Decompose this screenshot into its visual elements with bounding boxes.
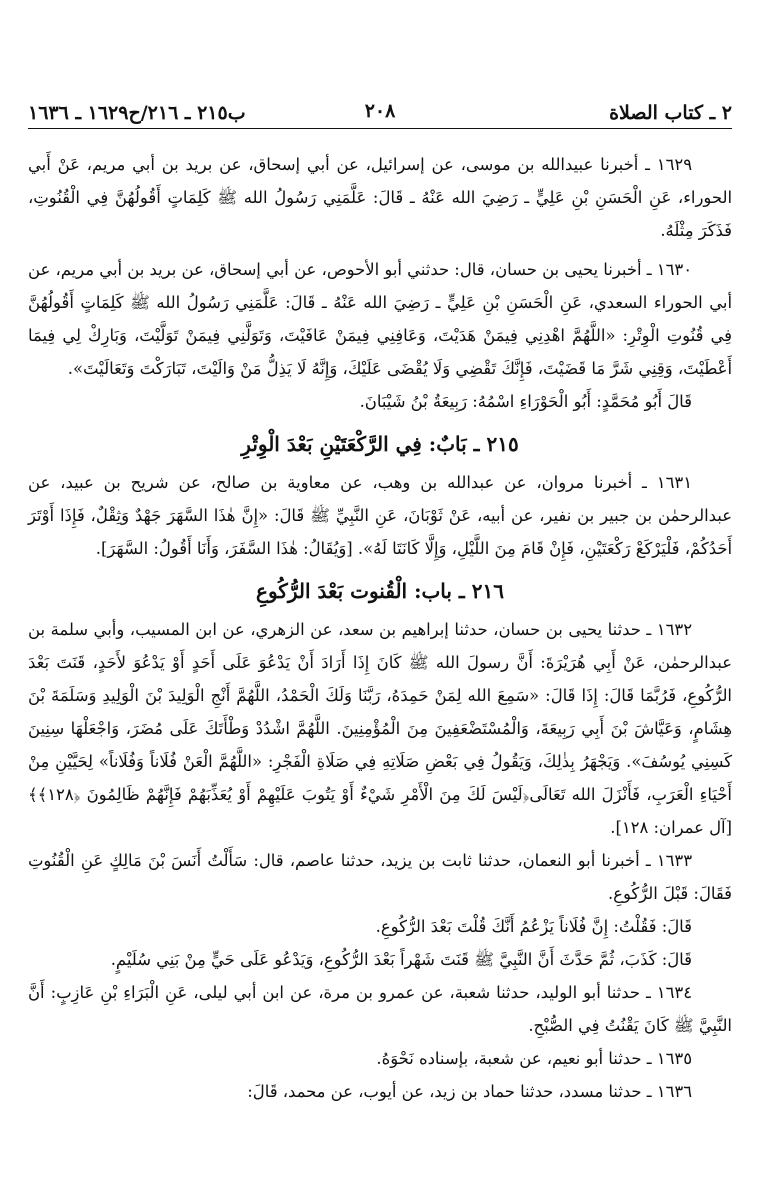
hadith-1632: ١٦٣٢ ـ حدثنا يحيى بن حسان، حدثنا إبراهيم بن سعد، عن الزهري، عن ابن المسيب، وأبي سلمة بن عبدالرحمٰن، عَنْ أَبِي هُرَيْرَةَ: أَنَّ رسولَ الله ﷺ كَانَ إِذَا أَرَادَ أَنْ يَدْعُوَ عَلَى أَحَدٍ أَوْ يَدْعُوَ لأَحَدٍ، قَنَتَ بَعْدَ الرُّكُوعِ، فَرُبَّمَا قَالَ: إِذَا قَالَ: «سَمِعَ الله لِمَنْ حَمِدَهُ، رَبَّنَا وَلَكَ الْحَمْدُ، اللَّهُمَّ أَنْجِ الْوَلِيدَ بْنَ الْوَلِيدِ وَسَلَمَةَ بْنَ هِشَامٍ، وَعَيَّاشَ بْنَ أَبِي رَبِيعَةَ، وَالْمُسْتَضْعَفِينَ مِنَ الْمُؤْمِنِينَ. اللَّهُمَّ اشْدُدْ وَطْأَتَكَ عَلَى مُضَرَ، وَاجْعَلْهَا سِنِينَ كَسِنِي يُوسُفَ». وَيَجْهَرُ بِذٰلِكَ، وَيَقُولُ فِي بَعْضِ صَلَاتِهِ فِي صَلَاةِ الْفَجْرِ: «اللَّهُمَّ الْعَنْ فُلَاناً وَفُلَاناً» لِحَيَّيْنِ مِنْ أَحْيَاءِ الْعَرَبِ، فَأَنْزَلَ الله تَعَالَى﴿لَيْسَ لَكَ مِنَ الْأَمْرِ شَيْءٌ أَوْ يَتُوبَ عَلَيْهِمْ أَوْ يُعَذِّبَهُمْ فَإِنَّهُمْ ظَالِمُونَ ﴿١٢٨﴾﴾ [آل عمران: ١٢٨]. bbox=[28, 620, 732, 837]
page-header bbox=[28, 92, 732, 124]
hadith-1629: ١٦٢٩ ـ أخبرنا عبيدالله بن موسى، عن إسرائيل، عن أبي إسحاق، عن بريد بن أبي مريم، عَنْ أَبي الحوراء، عَنِ الْحَسَنِ بْنِ عَلِيٍّ ـ رَضِيَ الله عَنْهُ ـ قَالَ: عَلَّمَنِي رَسُولُ الله ﷺ كَلِمَاتٍ أَقُولُهُنَّ فِي الْقُنُوتِ، فَذَكَرَ مِثْلَهُ. bbox=[28, 155, 732, 240]
book-title: ٢ ـ كتاب الصلاة bbox=[609, 102, 732, 124]
hadith-1636: ١٦٣٦ ـ حدثنا مسدد، حدثنا حماد بن زيد، عن أيوب، عن محمد، قَالَ: bbox=[247, 1082, 692, 1101]
hadith-1630: ١٦٣٠ ـ أخبرنا يحيى بن حسان، قال: حدثني أبو الأحوص، عن أبي إسحاق، عن بريد بن أبي مريم، عن أبي الحوراء السعدي، عَنِ الْحَسَنِ بْنِ عَلِيٍّ ـ رَضِيَ الله عَنْهُ ـ قَالَ: عَلَّمَنِي رَسُولُ الله ﷺ كَلِمَاتٍ أَقُولُهُنَّ فِي قُنُوتِ الْوِتْرِ: «اللَّهُمَّ اهْدِنِي فِيمَنْ هَدَيْتَ، وَعَافِنِي فِيمَنْ عَافَيْتَ، وَتَوَلَّنِي فِيمَنْ تَوَلَّيْتَ، وَبَارِكْ لِي فِيمَا أَعْطَيْتَ، وَقِنِي شَرَّ مَا قَضَيْتَ، فَإِنَّكَ تَقْضِي وَلَا يُقْضَى عَلَيْكَ، وَإِنَّهُ لَا يَذِلُّ مَنْ وَالَيْتَ، تَبَارَكْتَ وَتَعَالَيْتَ». bbox=[28, 260, 732, 378]
book-page bbox=[28, 0, 732, 1194]
page-body bbox=[28, 148, 732, 1108]
hadith-1633-continuation-2: قَالَ: كَذَبَ، ثُمَّ حَدَّثَ أَنَّ النَّبِيَّ ﷺ قَنَتَ شَهْراً بَعْدَ الرُّكُوعِ، وَيَدْعُو عَلَى حَيٍّ مِنْ بَنِي سُلَيْمٍ. bbox=[110, 950, 692, 969]
hadith-1633: ١٦٣٣ ـ أخبرنا أبو النعمان، حدثنا ثابت بن يزيد، حدثنا عاصم، قال: سَأَلْتُ أَنَسَ بْنَ مَالِكٍ عَنِ الْقُنُوتِ فَقَالَ: قَبْلَ الرُّكُوعِ. bbox=[28, 851, 732, 903]
page-number: ٢٠٨ bbox=[364, 100, 396, 122]
hadith-1633-continuation-1: قَالَ: فَقُلْتُ: إِنَّ فُلَاناً يَزْعُمُ أَنَّكَ قُلْتَ بَعْدَ الرُّكُوعِ. bbox=[375, 917, 692, 936]
header-divider bbox=[28, 128, 732, 129]
chapter-heading-215: ٢١٥ ـ بَابٌ: فِي الرَّكْعَتَيْنِ بَعْدَ الْوِتْرِ bbox=[241, 432, 519, 456]
hadith-1635: ١٦٣٥ ـ حدثنا أبو نعيم، عن شعبة، بإسناده نَحْوَهُ. bbox=[376, 1049, 692, 1068]
hadith-1634: ١٦٣٤ ـ حدثنا أبو الوليد، حدثنا شعبة، عن عمرو بن مرة، عن ابن أبي ليلى، عَنِ الْبَرَاءِ بْنِ عَازِبٍ: أَنَّ النَّبِيَّ ﷺ كَانَ يَقْنُتُ فِي الصُّبْحِ. bbox=[28, 983, 732, 1035]
note-abu-muhammad: قَالَ أَبُو مُحَمَّدٍ: أَبُو الْحَوْرَاءِ اسْمُهُ: رَبِيعَةُ بْنُ شَيْبَانَ. bbox=[359, 392, 692, 411]
hadith-1631: ١٦٣١ ـ أخبرنا مروان، عن عبدالله بن وهب، عن معاوية بن صالح، عن شريح بن عبيد، عن عبدالرحمٰن بن جبير بن نفير، عن أبيه، عَنْ ثَوْبَانَ، عَنِ النَّبِيِّ ﷺ قَالَ: «إِنَّ هٰذَا السَّهَرَ جَهْدٌ وَثِقْلٌ، فَإِذَا أَوْتَرَ أَحَدُكُمْ، فَلْيَرْكَعْ رَكْعَتَيْنِ، فَإِنْ قَامَ مِنَ اللَّيْلِ، وَإِلَّا كَانَتَا لَهُ». [وَيُقَالُ: هٰذَا السَّفَرَ، وَأَنَا أَقُولُ: السَّهَرَ]. bbox=[28, 473, 732, 558]
chapter-heading-216: ٢١٦ ـ باب: الْقُنوت بَعْدَ الرُّكُوعِ bbox=[256, 579, 504, 603]
chapter-range: ب٢١٥ ـ ٢١٦/ح١٦٢٩ ـ ١٦٣٦ bbox=[28, 102, 246, 124]
